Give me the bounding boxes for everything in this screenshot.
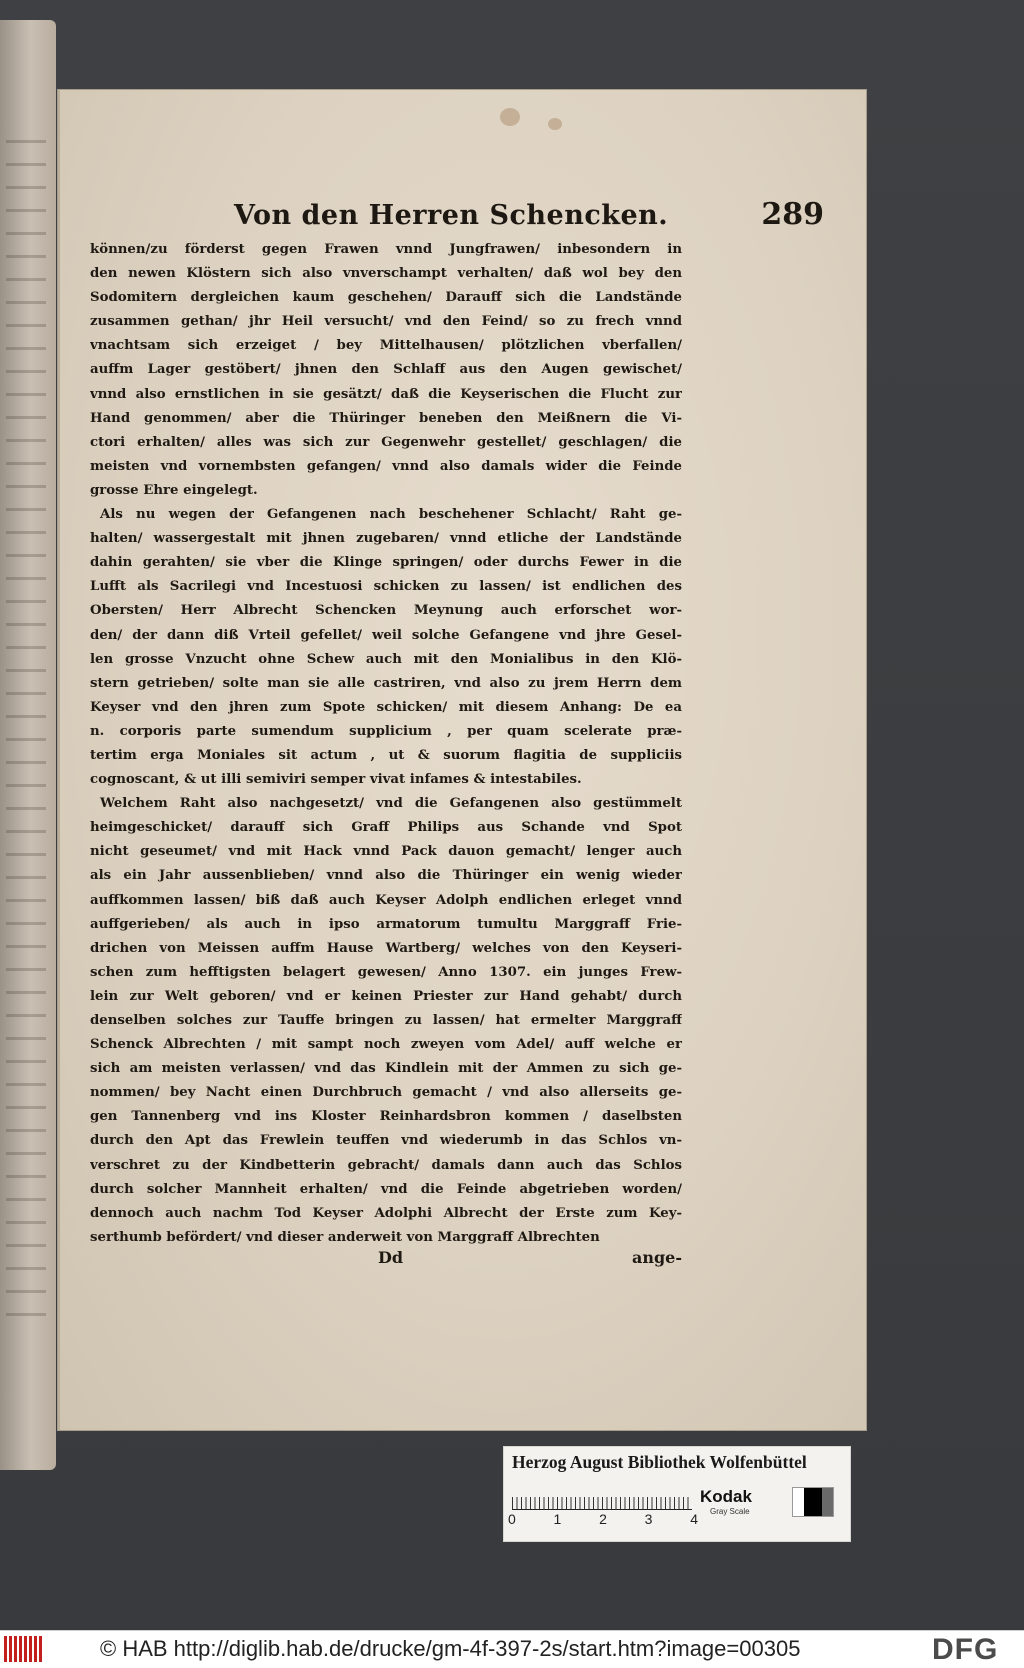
text-line: halten/ wassergestalt mit jhnen zugebaren/ vnnd etliche der Landstände bbox=[90, 531, 682, 547]
gray-patch bbox=[792, 1487, 834, 1517]
text-line: serthumb befördert/ vnd dieser anderweit von Marggraff Albrechten bbox=[90, 1229, 600, 1245]
kodak-subtitle: Gray Scale bbox=[710, 1507, 750, 1516]
scale-number: 0 bbox=[508, 1511, 516, 1527]
ruler-scale bbox=[512, 1487, 692, 1510]
text-line: Schenck Albrechten / mit sampt noch zweyen vom Adel/ auff welche er bbox=[90, 1037, 682, 1053]
text-line: vnachtsam sich erzeiget / bey Mittelhausen/ plötzlichen vberfallen/ bbox=[90, 338, 682, 354]
text-line: durch solcher Mannheit erhalten/ vnd die Feinde abgetrieben worden/ bbox=[90, 1181, 682, 1197]
text-line: dahin gerahten/ sie vber die Klinge springen/ oder durchs Fewer in die bbox=[90, 555, 682, 571]
text-line: sich am meisten verlassen/ vnd das Kindlein mit der Ammen zu sich ge- bbox=[90, 1061, 682, 1077]
body-text bbox=[90, 238, 682, 1250]
text-line: verschret zu der Kindbetterin gebracht/ damals dann auch das Schlos bbox=[90, 1157, 682, 1173]
text-line: len grosse Vnzucht ohne Schew auch mit den Monialibus in den Klö- bbox=[90, 651, 682, 667]
text-line: Welchem Raht also nachgesetzt/ vnd die Gefangenen also gestümmelt bbox=[100, 796, 682, 812]
text-line: dennoch auch nachm Tod Keyser Adolphi Albrecht der Erste zum Key- bbox=[90, 1205, 682, 1221]
page-header bbox=[234, 197, 824, 237]
kodak-name: Kodak bbox=[700, 1487, 752, 1506]
text-line: Hand genommen/ aber die Thüringer beneben den Meißnern die Vi- bbox=[90, 410, 682, 426]
running-title: Von den Herren Schencken. bbox=[234, 200, 669, 231]
text-line: lein zur Welt geboren/ vnd er keinen Priester zur Hand gehabt/ durch bbox=[90, 988, 682, 1004]
page-number: 289 bbox=[761, 197, 824, 232]
book-page bbox=[58, 90, 866, 1430]
text-line: n. corporis parte sumendum supplicium , per quam scelerate præ- bbox=[90, 723, 682, 739]
text-line: zusammen gethan/ jhr Heil versucht/ vnd den Feind/ so zu frech vnnd bbox=[90, 314, 682, 330]
text-line: stern getrieben/ solte man sie alle castriren, vnd also zu jrem Herrn dem bbox=[90, 675, 682, 691]
kodak-gray-scale bbox=[700, 1487, 788, 1516]
hab-logo-icon bbox=[4, 1636, 44, 1662]
text-line: nicht geseumet/ vnd mit Hack vnnd Pack dauon gemacht/ lenger auch bbox=[90, 844, 682, 860]
text-line: auffgerieben/ als auch in ipso armatorum tumultu Marggraff Frie- bbox=[90, 916, 682, 932]
credit-url[interactable]: © HAB http://diglib.hab.de/drucke/gm-4f-397-2s/start.htm?image=00305 bbox=[100, 1636, 801, 1661]
library-label bbox=[503, 1446, 851, 1542]
text-line: Als nu wegen der Gefangenen nach beschehener Schlacht/ Raht ge- bbox=[100, 507, 682, 523]
text-line: denselben solches zur Tauffe bringen zu lassen/ hat ermelter Marggraff bbox=[90, 1013, 682, 1028]
catchword: ange- bbox=[631, 1248, 682, 1267]
text-line: drichen von Meissen auffm Hause Wartberg/ welches von den Keyseri- bbox=[90, 940, 682, 956]
text-line: können/zu förderst gegen Frawen vnnd Jungfrawen/ inbesondern in bbox=[90, 242, 682, 257]
scale-numbers bbox=[508, 1511, 698, 1527]
paper-stain bbox=[548, 118, 562, 130]
scale-number: 4 bbox=[690, 1511, 698, 1527]
text-line: auffkommen lassen/ biß daß auch Keyser Adolph endlichen erleget vnnd bbox=[90, 892, 682, 908]
scale-number: 2 bbox=[599, 1511, 607, 1527]
dfg-logo: DFG bbox=[932, 1633, 999, 1666]
text-line: als ein Jahr aussenblieben/ vnnd also die Thüringer ein wenig wieder bbox=[90, 868, 682, 884]
credit-bar bbox=[0, 1630, 1024, 1668]
text-line: schen zum hefftigsten belagert gewesen/ Anno 1307. ein junges Frew- bbox=[90, 964, 682, 980]
text-line: vnnd also ernstlichen in sie gesätzt/ daß die Keyserischen die Flucht zur bbox=[90, 386, 682, 402]
page-footer bbox=[378, 1248, 682, 1274]
text-line: heimgeschicket/ darauff sich Graff Philips aus Schande vnd Spot bbox=[90, 820, 682, 836]
text-line: den/ der dann diß Vrteil gefellet/ weil solche Gefangene vnd jhre Gesel- bbox=[90, 627, 682, 643]
text-line: meisten vnd vornembsten gefangen/ vnnd also damals wider die Feinde bbox=[90, 458, 682, 474]
text-line: Keyser vnd den jhren zum Spote schicken/ mit diesem Anhang: De ea bbox=[90, 699, 682, 715]
text-line: ctori erhalten/ alles was sich zur Gegenwehr gestellet/ geschlagen/ die bbox=[90, 434, 682, 450]
scale-number: 3 bbox=[644, 1511, 653, 1527]
text-line: grosse Ehre eingelegt. bbox=[90, 482, 258, 498]
text-line: gen Tannenberg vnd ins Kloster Reinhardsbron kommen / daselbsten bbox=[90, 1109, 682, 1125]
paper-stain bbox=[500, 108, 520, 126]
bleed-through-text bbox=[6, 140, 46, 1320]
text-line: nommen/ bey Nacht einen Durchbruch gemacht / vnd also allerseits ge- bbox=[90, 1085, 682, 1101]
text-line: Obersten/ Herr Albrecht Schencken Meynung auch erforschet wor- bbox=[90, 603, 682, 619]
library-name: Herzog August Bibliothek Wolfenbüttel bbox=[512, 1452, 807, 1472]
text-line: tertim erga Moniales sit actum , ut & suorum flagitia de suppliciis bbox=[90, 747, 682, 763]
text-line: Sodomitern dergleichen kaum geschehen/ Darauff sich die Landstände bbox=[90, 290, 682, 306]
text-line: auffm Lager gestöbert/ jhnen den Schlaff aus den Augen gewischet/ bbox=[90, 362, 682, 378]
scale-number: 1 bbox=[553, 1511, 562, 1527]
text-line: cognoscant, & ut illi semiviri semper vivat infames & intestabiles. bbox=[90, 772, 582, 788]
text-line: Lufft als Sacrilegi vnd Incestuosi schicken zu lassen/ ist endlichen des bbox=[90, 579, 682, 595]
signature-mark: Dd bbox=[378, 1248, 404, 1267]
text-line: durch den Apt das Frewlein teuffen vnd wiederumb in das Schlos vn- bbox=[90, 1133, 682, 1149]
text-line: den newen Klöstern sich also vnverschampt verhalten/ daß wol bey den bbox=[90, 266, 682, 282]
previous-page-edge bbox=[0, 20, 56, 1470]
